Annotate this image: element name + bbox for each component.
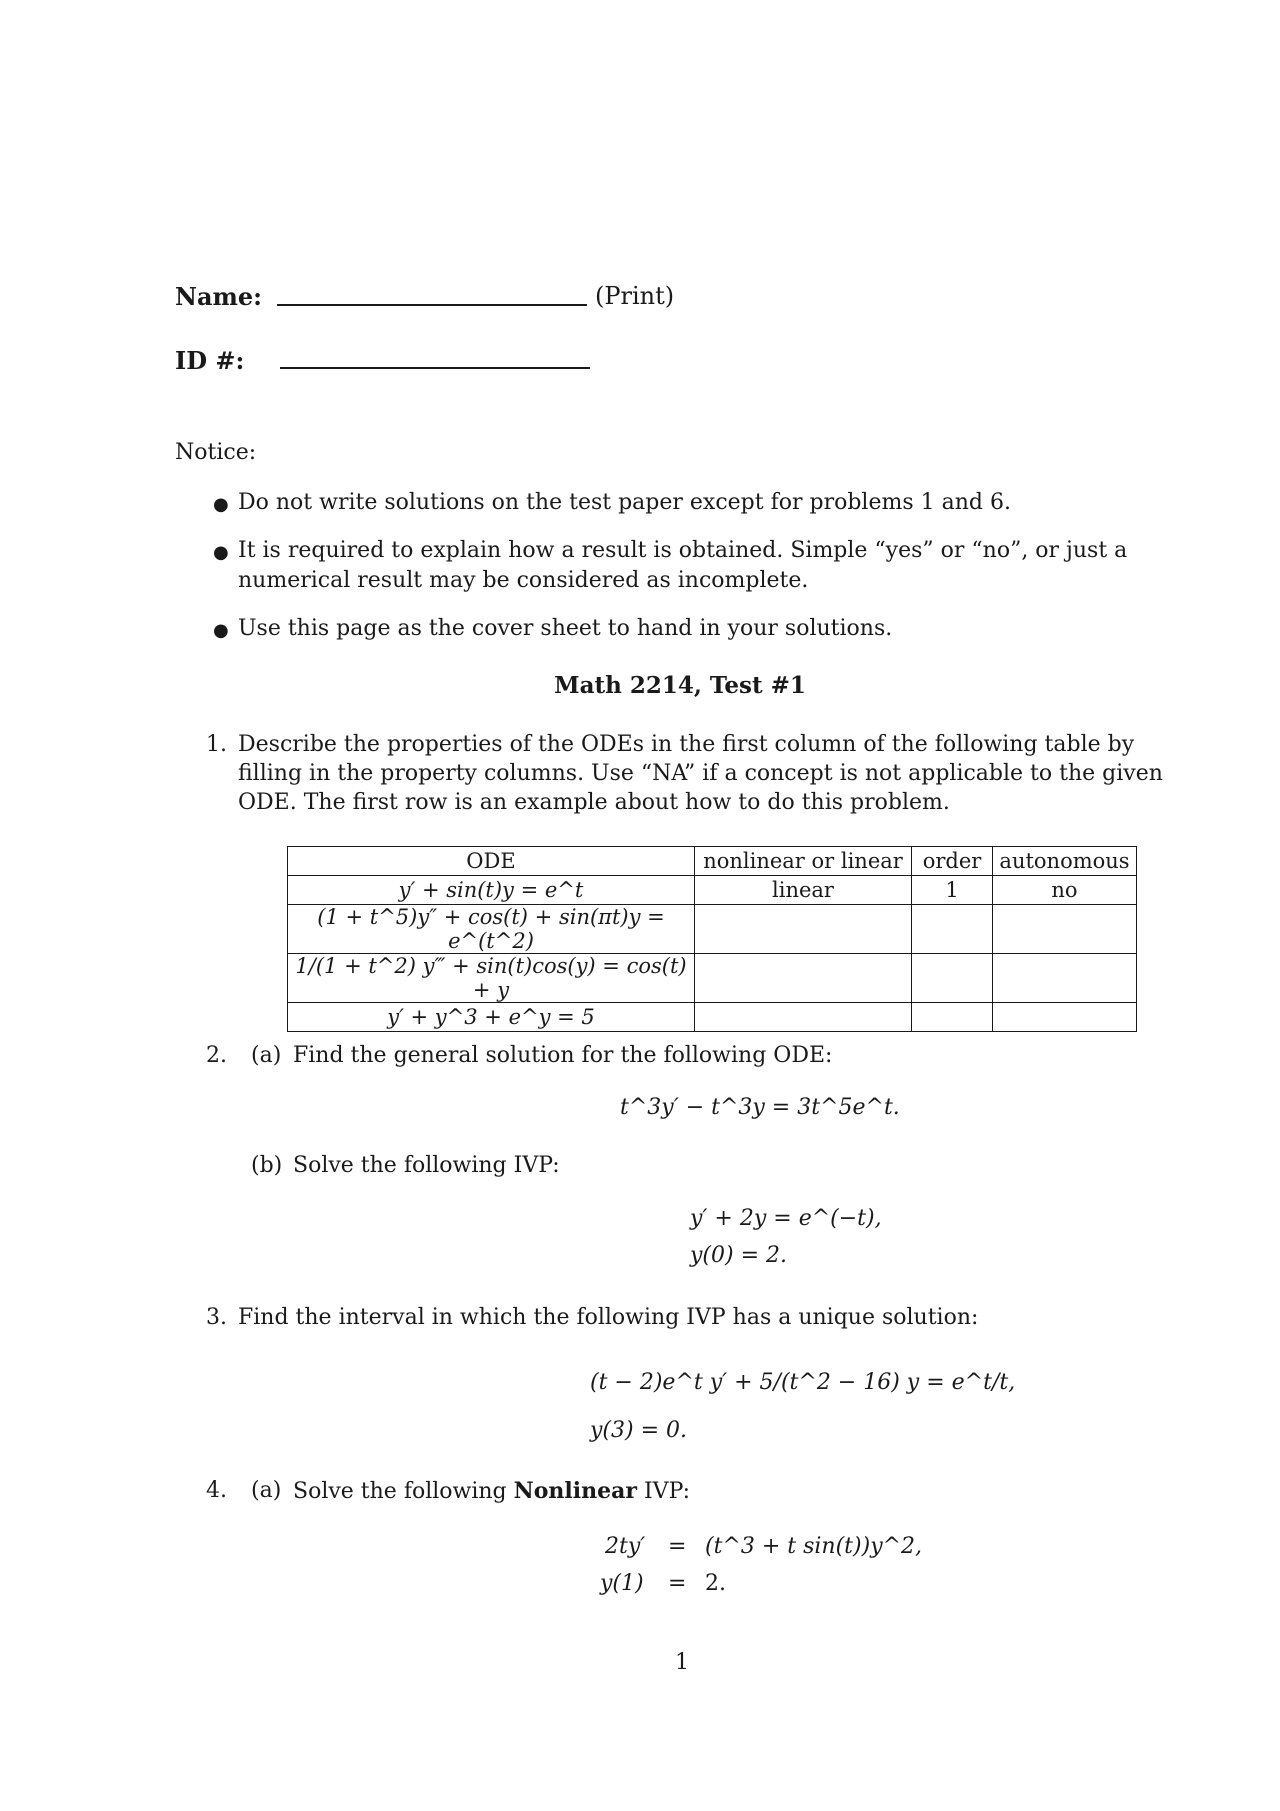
id-field[interactable] (280, 367, 590, 369)
name-label: Name: (175, 282, 263, 311)
problem-4-eq1-lhs: 2ty′ (605, 1534, 646, 1559)
bullet-icon: ● (213, 620, 229, 641)
autonomous-cell: no (993, 876, 1137, 905)
autonomous-cell[interactable] (993, 1003, 1137, 1032)
notice-item-1: Do not write solutions on the test paper except for problems 1 and 6. (238, 490, 1011, 515)
table-row (288, 876, 1137, 905)
bullet-icon: ● (213, 542, 229, 563)
problem-2b-text: Solve the following IVP: (293, 1153, 560, 1178)
problem-2a-text: Find the general solution for the following ODE: (293, 1043, 833, 1068)
problem-4-number: 4. (206, 1478, 227, 1503)
page-number: 1 (675, 1650, 689, 1675)
problem-3-text: Find the interval in which the following IVP has a unique solution: (238, 1305, 979, 1330)
problem-1-number: 1. (206, 732, 227, 757)
id-label: ID #: (175, 346, 245, 375)
ode-cell: (1 + t^5)y″ + cos(t) + sin(πt)y = e^(t^2) (288, 905, 695, 954)
problem-4-eq2-lhs: y(1) (600, 1571, 644, 1596)
ode-cell: y′ + y^3 + e^y = 5 (288, 1003, 695, 1032)
problem-4-eq2-rhs: 2. (705, 1571, 726, 1596)
notice-item-2: It is required to explain how a result is obtained. Simple “yes” or “no”, or just a numerical result may be considered as incomplete. (238, 538, 1128, 593)
header-linearity: nonlinear or linear (695, 847, 912, 876)
header-order: order (912, 847, 993, 876)
problem-4a-text-after: IVP: (643, 1479, 690, 1504)
linearity-cell: linear (695, 876, 912, 905)
problem-3-number: 3. (206, 1305, 227, 1330)
table-row (288, 1003, 1137, 1032)
problem-2b-label: (b) (251, 1153, 283, 1178)
table-header-row (288, 847, 1137, 876)
problem-3-equation-1: (t − 2)e^t y′ + 5/(t^2 − 16) y = e^t/t, (590, 1370, 1016, 1395)
order-cell: 1 (912, 876, 993, 905)
problem-4-eq1-rhs: (t^3 + t sin(t))y^2, (705, 1534, 923, 1559)
problem-2b-equation-1: y′ + 2y = e^(−t), (690, 1206, 882, 1231)
problem-2a-label: (a) (251, 1043, 282, 1068)
test-title: Math 2214, Test #1 (554, 672, 806, 699)
table-row (288, 954, 1137, 1003)
order-cell[interactable] (912, 954, 993, 1003)
properties-table (287, 846, 1137, 1032)
print-note: (Print) (595, 282, 675, 310)
autonomous-cell[interactable] (993, 954, 1137, 1003)
problem-3-equation-2: y(3) = 0. (590, 1418, 688, 1443)
problem-4a-label: (a) (251, 1478, 282, 1503)
bullet-icon: ● (213, 494, 229, 515)
problem-4a-text-bold: Nonlinear (513, 1478, 637, 1504)
problem-2-number: 2. (206, 1043, 227, 1068)
notice-item-3: Use this page as the cover sheet to hand in your solutions. (238, 616, 893, 641)
problem-4a-text (293, 1478, 690, 1504)
order-cell[interactable] (912, 905, 993, 954)
order-cell[interactable] (912, 1003, 993, 1032)
problem-1-text: Describe the properties of the ODEs in the first column of the following table by filling in the property columns. Use “NA” if a concept is not applicable to the given ODE. The first row is an example about how to do this problem. (238, 732, 1163, 815)
problem-2a-equation: t^3y′ − t^3y = 3t^5e^t. (620, 1095, 900, 1120)
header-autonomous: autonomous (993, 847, 1137, 876)
ode-cell: 1/(1 + t^2) y‴ + sin(t)cos(y) = cos(t) + y (288, 954, 695, 1003)
problem-4-eq1-sign: = (668, 1534, 687, 1559)
header-ode: ODE (288, 847, 695, 876)
table-row (288, 905, 1137, 954)
linearity-cell[interactable] (695, 905, 912, 954)
ode-cell: y′ + sin(t)y = e^t (288, 876, 695, 905)
notice-title: Notice: (175, 440, 257, 465)
name-field[interactable] (277, 304, 587, 306)
problem-4a-text-before: Solve the following (293, 1479, 507, 1504)
problem-4-eq2-sign: = (668, 1571, 687, 1596)
autonomous-cell[interactable] (993, 905, 1137, 954)
problem-2b-equation-2: y(0) = 2. (690, 1243, 788, 1268)
linearity-cell[interactable] (695, 954, 912, 1003)
linearity-cell[interactable] (695, 1003, 912, 1032)
